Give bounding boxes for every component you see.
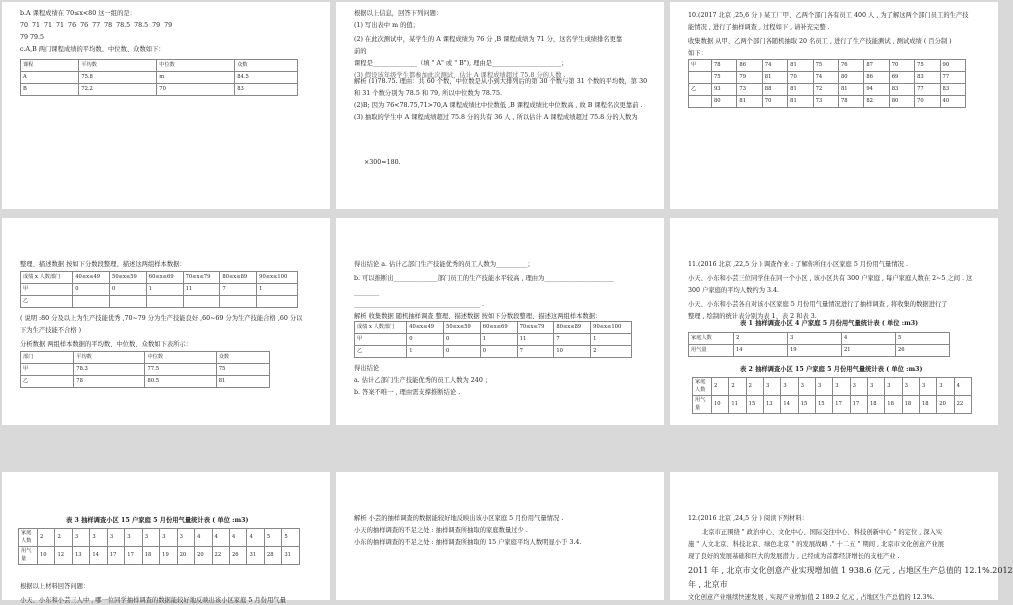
table-cell: 14 [90, 547, 107, 565]
table-cell: 70 [788, 72, 813, 84]
table-cell: 众数 [216, 352, 269, 364]
table-cell: 2 [591, 346, 632, 358]
table-row [689, 96, 966, 108]
table-cell: 平均数 [74, 352, 145, 364]
table-cell [689, 96, 712, 108]
table-cell: 78 [838, 96, 863, 108]
table-cell: 1 [591, 334, 632, 346]
text-line: 如下： [688, 50, 707, 57]
table-row [689, 60, 966, 72]
table-cell: 7 [554, 334, 591, 346]
stats-table [20, 351, 270, 388]
answer-line: 解析 收集数据 随机抽样调查 整理、描述数据 按如下分数段整理、描述这两组样本数据： [354, 313, 602, 320]
table-row [21, 376, 270, 388]
table-cell: 3 [815, 378, 832, 396]
table-cell: 众数 [235, 60, 298, 72]
text-line: 施 " 人文北京、科技北京、绿色北京 " 的发展战略 ." 十二五 " 期间 , 北京市文化创意产业展 [688, 541, 944, 548]
table-cell: 70 [915, 96, 940, 108]
table-cell: 2 [729, 378, 746, 396]
table-cell: 10 [712, 396, 729, 414]
answer-line: (2)B; 因为 76<78.75,71>70,A 课程成绩比中位数低 ,B 课程成绩比中位数高 , 故 B 课程名次更靠前 . [354, 102, 643, 109]
table-cell: 60≤x≤69 [146, 272, 183, 284]
table-cell: 90≤x≤100 [257, 272, 298, 284]
table-cell: 17 [850, 396, 867, 414]
table-cell: 3 [107, 529, 124, 547]
table-cell: 31 [282, 547, 300, 565]
page-8 [336, 472, 664, 600]
table-cell: 22 [954, 396, 971, 414]
text-line: 年 , 北京市 [688, 580, 728, 589]
table-cell: 77 [915, 84, 940, 96]
table-cell: 86 [864, 72, 889, 84]
table-cell: 2 [55, 529, 72, 547]
text-line: 小天、小东和小芸三人中 , 哪一位同学抽样调查的数据能较好地反映出该小区家庭 5 月份用气量 [20, 597, 286, 604]
table-cell: 70≤x≤79 [517, 322, 554, 334]
table-cell: 70 [889, 60, 914, 72]
table-cell: 13 [72, 547, 89, 565]
page-1 [2, 2, 330, 209]
table-cell: 中位数 [145, 352, 216, 364]
table-cell: 84.5 [235, 72, 298, 84]
table-cell: 18 [902, 396, 919, 414]
table-cell: 11 [729, 396, 746, 414]
table-cell: 11 [517, 334, 554, 346]
table-cell: 90≤x≤100 [591, 322, 632, 334]
table-cell: 81 [788, 96, 813, 108]
table-header-row [21, 272, 298, 284]
text-line: 小天、小东和小芸三位同学住在同一个小区 , 该小区共有 300 户家庭 , 每户家庭人数在 2~5 之间 . 这 [688, 275, 973, 282]
table-cell: 90 [940, 60, 965, 72]
table-cell: 21 [842, 345, 896, 357]
table-cell: 成绩 x 人数部门 [355, 322, 407, 334]
text-line: b.A 课程成绩在 70≤x<80 这一组的是： [20, 10, 136, 17]
answer-line: 得出结论 [354, 365, 380, 372]
answer-line: ×300=180. [364, 159, 401, 166]
table-cell: 15 [746, 396, 763, 414]
table-cell: 10 [38, 547, 55, 565]
table-cell: 22 [212, 547, 229, 565]
gas-table-2 [692, 377, 972, 414]
table-cell: 3 [937, 378, 954, 396]
text-line: (1) 写出表中 m 的值； [354, 22, 419, 29]
table-cell: 79 [737, 72, 762, 84]
table-cell: 80 [712, 96, 737, 108]
distribution-table [20, 271, 298, 308]
table-cell: 12 [55, 547, 72, 565]
table-cell: 4 [842, 333, 896, 345]
table-cell: 平均数 [79, 60, 157, 72]
table-row [19, 529, 300, 547]
answer-line: 和 31 个数分别为 78.5 和 79, 所以中位数为 78.75. [354, 90, 502, 97]
scores-table [688, 59, 966, 108]
table-cell: 93 [712, 84, 737, 96]
text-line: 能情况 , 进行了抽样调查 , 过程如下 , 请补充完整 . [688, 24, 830, 31]
table-cell: 乙 [21, 296, 73, 308]
table-cell: 70≤x≤79 [183, 272, 220, 284]
table-cell: 17 [107, 547, 124, 565]
table-cell: 40≤x≤49 [407, 322, 444, 334]
table-cell [73, 296, 110, 308]
table-cell: 74 [813, 72, 838, 84]
text-line: 整理、描述数据 按如下分数段整理、描述这两组样本数据： [20, 261, 186, 268]
question-title: 10.(2017 北京 ,25,6 分 ) 某工厂甲、乙两个部门各有员工 400 人 , 为了解这两个部门员工的生产技 [688, 12, 969, 19]
table-cell [257, 296, 298, 308]
table-cell: 3 [125, 529, 142, 547]
table-row [693, 396, 972, 414]
table-cell: 81 [216, 376, 269, 388]
table-cell: 3 [788, 333, 842, 345]
table-cell: 19 [788, 345, 842, 357]
table-cell: 75 [915, 60, 940, 72]
table-cell: 0 [444, 334, 481, 346]
page-4 [2, 218, 330, 425]
text-line: 课程是______________（填 " A" 或 " B"), 理由是______________________； [354, 60, 568, 67]
answer-line: (3) 抽取的学生中 A 课程成绩超过 75.8 分的共有 36 人 , 所以估计 A 课程成绩超过 75.8 分的人数为 [354, 114, 638, 121]
stats-table [20, 59, 298, 96]
table-cell: 50≤x≤59 [444, 322, 481, 334]
table-row [355, 334, 632, 346]
table-cell: 3 [72, 529, 89, 547]
table-cell: 81 [762, 72, 787, 84]
table-cell: 用气量 [689, 345, 734, 357]
table-cell: 83 [940, 84, 965, 96]
table-cell: 家庭人数 [689, 333, 734, 345]
table-cell: 2 [712, 378, 729, 396]
table-cell: 13 [763, 396, 780, 414]
table-cell: 3 [833, 378, 850, 396]
text-line: 整理 , 绘制的统计表分别为表 1、表 2 和表 3. [688, 313, 817, 320]
text-line: 文化创意产业继续快速发展 , 实现产业增加值 2 189.2 亿元 , 占地区生产总值的 12.3%. [688, 594, 935, 601]
table-cell: 50≤x≤59 [110, 272, 147, 284]
table-cell: 75.8 [79, 72, 157, 84]
table-cell: 87 [864, 60, 889, 72]
table-cell: B [21, 84, 79, 96]
table-cell [689, 72, 712, 84]
table-cell: 家庭人数 [19, 529, 38, 547]
table-cell: 3 [160, 529, 177, 547]
table-cell: 2 [38, 529, 55, 547]
text-line: (2) 在此次测试中，某学生的 A 课程成绩为 76 分 ,B 课程成绩为 71 分，这名学生成绩排名更靠 [354, 36, 623, 43]
table-cell: 3 [142, 529, 159, 547]
table-cell [183, 296, 220, 308]
table-cell: m [157, 72, 235, 84]
table-cell: 1 [257, 284, 298, 296]
question-title: 11.(2016 北京 ,22,5 分 ) 调查作业 : 了解你所住小区家庭 5 月份用气量情况 . [688, 261, 908, 268]
table-cell: 18 [142, 547, 159, 565]
table-cell: 乙 [21, 376, 74, 388]
table-cell: 86 [737, 60, 762, 72]
table-cell: 14 [781, 396, 798, 414]
table-cell: 70 [762, 96, 787, 108]
table-cell: 81 [838, 84, 863, 96]
table-cell: 7 [220, 284, 257, 296]
table-cell: 0 [444, 346, 481, 358]
table-cell: 19 [160, 547, 177, 565]
question-title: 12.(2016 北京 ,24,5 分 ) 阅读下列材料： [688, 515, 808, 522]
table-cell: 80≤x≤89 [220, 272, 257, 284]
text-line: 现了良好的发展基础和巨大的发展潜力 , 已经成为首都经济增长的支柱产业 . [688, 553, 900, 560]
table-header-row [355, 322, 632, 334]
table-cell: 26 [229, 547, 246, 565]
table-cell: 18 [919, 396, 936, 414]
table-row [689, 345, 950, 357]
text-line: ________________________________________ . [354, 301, 484, 308]
table-cell: 中位数 [157, 60, 235, 72]
table-cell: 3 [90, 529, 107, 547]
table-cell: 73 [737, 84, 762, 96]
table-cell: 11 [183, 284, 220, 296]
table-cell: 81 [788, 84, 813, 96]
table-cell: 83 [889, 84, 914, 96]
table-cell: 20 [177, 547, 194, 565]
table-title: 表 3 抽样调查小区 15 户家庭 5 月份用气量统计表 ( 单位 :m3) [66, 517, 249, 524]
table-cell: 75 [813, 60, 838, 72]
table-cell: 3 [867, 378, 884, 396]
table-header-row [21, 60, 298, 72]
text-line: ________ [354, 289, 380, 296]
table-cell: 83 [915, 72, 940, 84]
table-cell: 3 [885, 378, 902, 396]
table-row [689, 72, 966, 84]
table-cell: 81 [788, 60, 813, 72]
table-cell: 73 [813, 96, 838, 108]
table-cell: 3 [902, 378, 919, 396]
table-cell: 40≤x≤49 [73, 272, 110, 284]
text-line: 300 户家庭的平均人数约为 3.4. [688, 287, 780, 294]
score-list: 70 71 71 71 76 76 77 78 78.5 78.5 79 79 [20, 22, 173, 29]
table-cell: 17 [833, 396, 850, 414]
table-cell: 2 [746, 378, 763, 396]
table-cell: 72.2 [79, 84, 157, 96]
table-cell: 乙 [355, 346, 407, 358]
table-cell: 甲 [21, 364, 74, 376]
table-cell: 70 [157, 84, 235, 96]
table-cell: 成绩 x 人数部门 [21, 272, 73, 284]
table-cell: 28 [264, 547, 281, 565]
table-row [21, 364, 270, 376]
table-cell: 18 [885, 396, 902, 414]
table-cell: 72 [813, 84, 838, 96]
table-row [21, 84, 298, 96]
table-cell: 乙 [689, 84, 712, 96]
table-cell: 3 [798, 378, 815, 396]
table-title: 表 2 抽样调查小区 15 户家庭 5 月份用气量统计表 ( 单位 :m3) [740, 366, 923, 373]
table-row [21, 72, 298, 84]
table-cell: 15 [798, 396, 815, 414]
text-line: c.A,B 两门课程成绩的平均数、中位数、众数如下： [20, 46, 165, 53]
table-cell: 17 [125, 547, 142, 565]
table-cell: 5 [282, 529, 300, 547]
table-row [21, 284, 298, 296]
table-cell: 7 [517, 346, 554, 358]
page-7 [2, 472, 330, 604]
table-cell: 76 [838, 60, 863, 72]
table-row [21, 296, 298, 308]
table-row [689, 84, 966, 96]
table-cell: 用气量 [693, 396, 712, 414]
table-header-row [21, 352, 270, 364]
answer-line: 解析 小芸的抽样调查的数据能较好地反映出该小区家庭 5 月份用气量情况 . [354, 515, 564, 522]
table-cell [146, 296, 183, 308]
table-cell: 80 [889, 96, 914, 108]
table-row [689, 333, 950, 345]
page-2 [336, 2, 664, 209]
answer-line: 解析 (1)78.75. 理由：共 60 个数，中位数是从小到大排列后的第 30 个数与第 31 个数的平均数，第 30 [354, 78, 648, 85]
table-cell: 69 [889, 72, 914, 84]
table-cell: 0 [110, 284, 147, 296]
table-cell: 94 [864, 84, 889, 96]
table-cell: 1 [146, 284, 183, 296]
table-cell [220, 296, 257, 308]
text-line: 北京市正围绕 " 政治中心、文化中心、国际交往中心、科技创新中心 " 的定位 , 深入实 [702, 529, 943, 536]
table-cell: 77 [940, 72, 965, 84]
table-cell: 5 [896, 333, 950, 345]
gas-table-3 [18, 528, 300, 565]
table-cell: 4 [212, 529, 229, 547]
table-cell: 4 [195, 529, 212, 547]
table-cell: 14 [734, 345, 788, 357]
gas-table-1 [688, 332, 950, 357]
table-cell: 83 [235, 84, 298, 96]
answer-line: 小东的抽样调查的不足之处 : 抽样调查所抽取的 15 户家庭平均人数明显小于 3.4. [354, 539, 582, 546]
table-cell [110, 296, 147, 308]
table-cell: 3 [781, 378, 798, 396]
table-cell: 4 [247, 529, 264, 547]
table-cell: 4 [229, 529, 246, 547]
table-cell: 20 [937, 396, 954, 414]
table-cell: 75 [216, 364, 269, 376]
table-cell: 用气量 [19, 547, 38, 565]
table-cell: 75 [712, 72, 737, 84]
table-cell: A [21, 72, 79, 84]
text-line: 分析数据 两组样本数据的平均数、中位数、众数如下表所示： [20, 341, 193, 348]
table-cell: 1 [480, 334, 517, 346]
table-cell: 82 [864, 96, 889, 108]
page-3 [670, 2, 998, 209]
table-cell: 甲 [689, 60, 712, 72]
table-cell: 家庭人数 [693, 378, 712, 396]
table-cell: 80.5 [145, 376, 216, 388]
answer-line: a. 估计乙部门生产技能优秀的员工人数为 240 ； [354, 377, 492, 384]
answer-line: 小天的抽样调查的不足之处 : 抽样调查所抽取的家庭数量过少 . [354, 527, 528, 534]
table-cell: 80≤x≤89 [554, 322, 591, 334]
table-cell: 78.3 [74, 364, 145, 376]
text-line: 收集数据 从甲、乙两个部门各随机抽取 20 名员工 , 进行了生产技能测试 , 测试成绩 ( 百分制 ) [688, 38, 952, 45]
table-cell: 77.5 [145, 364, 216, 376]
distribution-table [354, 321, 632, 358]
table-cell: 课程 [21, 60, 79, 72]
text-line: b. 可以推断出______________部门员工的生产技能水平较高 , 理由为______________________ [354, 275, 614, 282]
table-cell: 74 [762, 60, 787, 72]
table-cell: 2 [734, 333, 788, 345]
table-cell: 3 [850, 378, 867, 396]
table-cell: 81 [737, 96, 762, 108]
table-cell: 甲 [21, 284, 73, 296]
table-row [693, 378, 972, 396]
table-title: 表 1 抽样调查小区 4 户家庭 5 月份用气量统计表 ( 单位 :m3) [740, 320, 919, 327]
text-line: 根据以上材料回答问题： [20, 583, 90, 590]
table-cell: 部门 [21, 352, 74, 364]
page-9 [670, 472, 1013, 601]
text-line: 下为生产技能不合格 ) [20, 327, 82, 334]
text-line: ( 说明 :80 分及以上为生产技能优秀 ,70~79 分为生产技能良好 ,60~69 分为生产技能合格 ,60 分以 [20, 315, 303, 322]
table-cell: 20 [195, 547, 212, 565]
table-cell: 18 [867, 396, 884, 414]
table-cell: 26 [896, 345, 950, 357]
table-row [19, 547, 300, 565]
text-line: 根据以上信息，回答下列问题： [354, 10, 443, 17]
table-cell: 15 [815, 396, 832, 414]
table-cell: 60≤x≤69 [480, 322, 517, 334]
text-line: 小天、小东和小芸各自对该小区家庭 5 月份用气量情况进行了抽样调查 , 将收集的数据进行了 [688, 301, 948, 308]
table-cell: 78 [712, 60, 737, 72]
table-cell: 1 [407, 346, 444, 358]
text-line: 前的 [354, 48, 367, 55]
score-list-cont: 79 79.5 [20, 34, 45, 41]
table-row [355, 346, 632, 358]
table-cell: 3 [763, 378, 780, 396]
table-cell: 10 [554, 346, 591, 358]
table-cell: 80 [838, 72, 863, 84]
text-line: 得出结论 a. 估计乙部门生产技能优秀的员工人数为__________； [354, 261, 534, 268]
table-cell: 0 [407, 334, 444, 346]
table-cell: 3 [177, 529, 194, 547]
text-line: 2011 年 , 北京市文化创意产业实现增加值 1 938.6 亿元 , 占地区生产总值的 12.1%.2012 [688, 566, 1013, 575]
table-cell: 40 [940, 96, 965, 108]
table-cell: 0 [73, 284, 110, 296]
text-line: (3) 假设该年级学生都参加此次测试，估计 A 课程成绩超过 75.8 分的人数 . [354, 72, 566, 79]
table-cell: 甲 [355, 334, 407, 346]
table-cell: 3 [919, 378, 936, 396]
answer-line: b. 答案不唯一 , 理由需支撑推断结论 . [354, 389, 461, 396]
table-cell: 78 [74, 376, 145, 388]
page-6 [670, 218, 998, 425]
table-cell: 31 [247, 547, 264, 565]
table-cell: 5 [264, 529, 281, 547]
page-5 [336, 218, 664, 425]
table-cell: 4 [954, 378, 971, 396]
table-cell: 0 [480, 346, 517, 358]
table-cell: 88 [762, 84, 787, 96]
